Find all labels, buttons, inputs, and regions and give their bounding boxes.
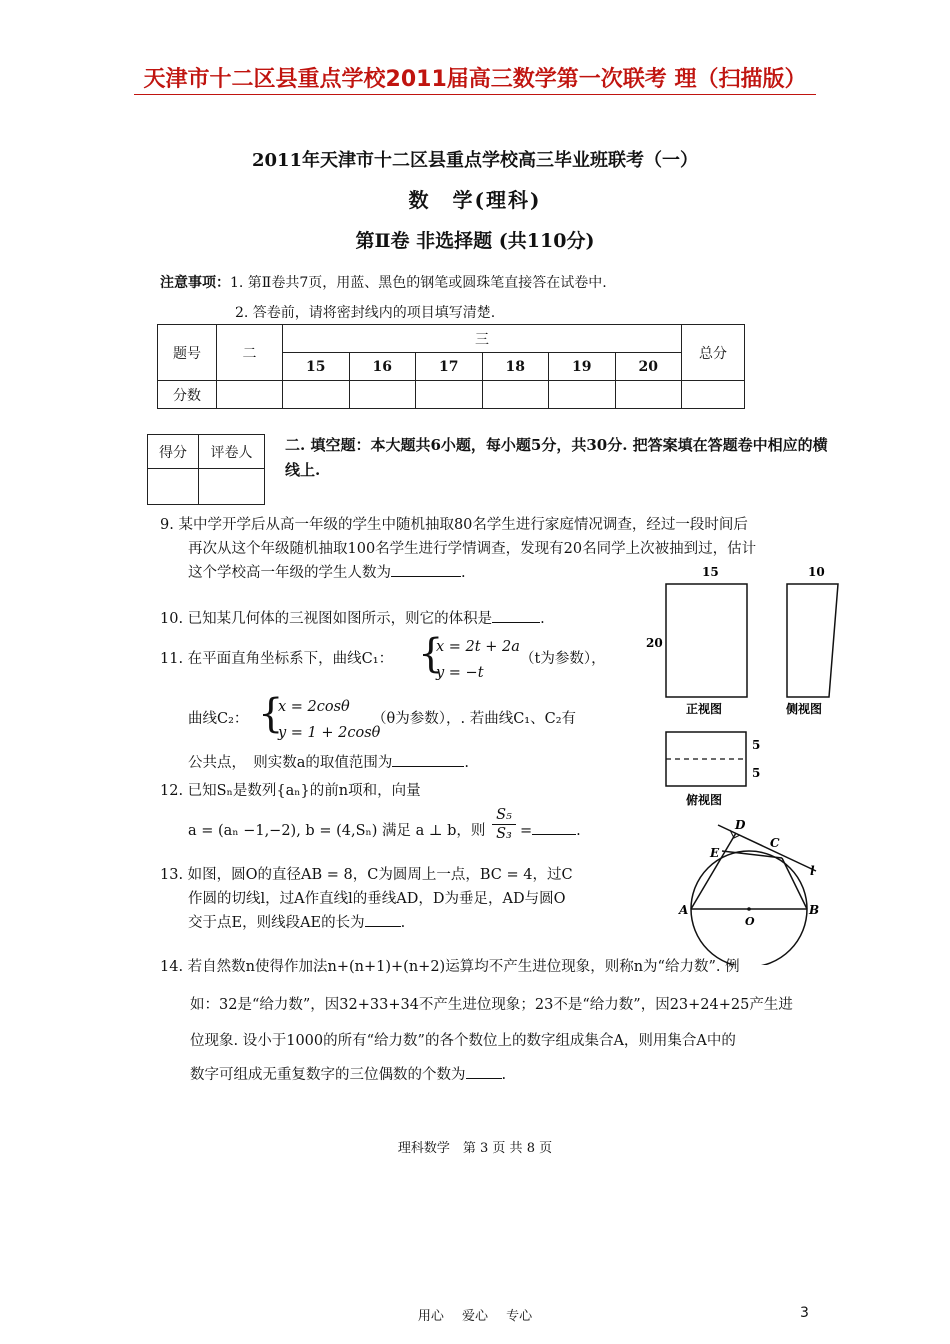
q12-frac-bottom: S₃ [496, 826, 512, 842]
grade-box [147, 434, 265, 505]
q9-answer-blank[interactable] [391, 562, 461, 577]
q13-answer-blank[interactable] [365, 912, 401, 927]
q13-text: 交于点E，则线段AE的长为 [188, 915, 365, 931]
score-cell[interactable] [549, 381, 616, 409]
q12-answer-blank[interactable] [532, 820, 576, 835]
q13-line-1: 13. 如图，圆O的直径AB = 8，C为圆周上一点，BC = 4，过C [160, 867, 573, 883]
score-cell[interactable] [217, 381, 283, 409]
q11-tail: 公共点， 则实数a的取值范围为 . [188, 752, 469, 774]
q11-param2: （θ为参数），. 若曲线C₁、C₂有 [372, 711, 577, 727]
page-footer: 理科数学 第 3 页 共 8 页 [397, 1141, 553, 1156]
top-dim-1: 5 [752, 738, 761, 752]
label-l: l [810, 864, 815, 878]
document-banner: 天津市十二区县重点学校2011届高三数学第一次联考 理（扫描版） [143, 67, 807, 92]
notice-item-2: 2. 答卷前，请将密封线内的项目填写清楚. [235, 305, 496, 321]
score-table-num: 17 [416, 353, 483, 381]
notice-line-1 [160, 272, 607, 292]
score-table-num: 16 [349, 353, 416, 381]
q12-line-2: a = (aₙ −1,−2), b = (4,Sₙ) 满足 a ⊥ b，则 [188, 823, 486, 839]
q11-brace-2: { [258, 691, 284, 737]
q11-eq2a: x = 2cosθ [278, 699, 350, 715]
grade-box-grader-cell[interactable] [199, 469, 265, 505]
grade-box-score-cell[interactable] [148, 469, 199, 505]
q14-line-2: 如：32是“给力数”，因32+33+34不产生进位现象；23不是“给力数”，因23+24+25产生进 [190, 997, 793, 1013]
top-view-label: 俯视图 [686, 793, 723, 807]
q12-eq: = [520, 823, 533, 839]
score-table-total: 总分 [682, 325, 745, 381]
q11-eq1b: y = −t [436, 665, 484, 681]
score-cell[interactable] [482, 381, 549, 409]
circle-figure [678, 815, 838, 965]
score-table-score-label: 分数 [158, 381, 217, 409]
q12-frac-top: S₅ [492, 806, 516, 825]
score-cell[interactable] [349, 381, 416, 409]
label-o: O [745, 915, 755, 928]
three-view-figure [640, 560, 840, 820]
q11-intro-text: 11. 在平面直角坐标系下，曲线 [160, 651, 362, 667]
q9-line-2: 再次从这个年级随机抽取100名学生进行学情调查，发现有20名同学上次被抽到过，估计 [188, 541, 757, 557]
notice-item-1: 1. 第Ⅱ卷共7页，用蓝、黑色的钢笔或圆珠笔直接答在试卷中. [230, 275, 607, 291]
fill-section-title: 二. 填空题：本大题共6小题，每小题5分，共30分. 把答案填在答题卷中相应的横线上. [285, 436, 828, 479]
score-table [157, 324, 745, 409]
score-table-num: 20 [615, 353, 682, 381]
score-table-num: 15 [283, 353, 350, 381]
q10-text: 10. 已知某几何体的三视图如图所示，则它的体积是 [160, 611, 493, 627]
q11-param1: （t为参数）， [520, 651, 606, 667]
q12-line-1: 12. 已知Sₙ是数列{aₙ}的前n项和，向量 [160, 783, 421, 799]
grade-box-score: 得分 [148, 435, 199, 469]
q9-line-1: 9. 某中学开学后从高一年级的学生中随机抽取80名学生进行家庭情况调查，经过一段时间后 [160, 517, 748, 533]
q14-text: 数字可组成无重复数字的三位偶数的个数为 [190, 1067, 466, 1083]
q11-c2-intro: 曲线C₂： [188, 711, 249, 727]
q13-line-3: 交于点E，则线段AE的长为 . [188, 912, 405, 934]
q14-line-4: 数字可组成无重复数字的三位偶数的个数为 . [190, 1064, 506, 1086]
q11-eq1a: x = 2t + 2a [436, 639, 520, 655]
top-dim-2: 5 [752, 766, 761, 780]
q11-intro [160, 648, 393, 670]
score-table-row-label: 题号 [158, 325, 217, 381]
label-b: B [809, 903, 820, 917]
center-point [747, 907, 751, 911]
q14-line-1: 14. 若自然数n使得作加法n+(n+1)+(n+2)运算均不产生进位现象，则称n为“给力数”. 例 [160, 959, 740, 975]
q10: 10. 已知某几何体的三视图如图所示，则它的体积是 . [160, 608, 545, 630]
segment-ad [691, 833, 736, 909]
q14-answer-blank[interactable] [466, 1064, 502, 1079]
q11-brace-1: { [418, 631, 444, 677]
section-title: 第Ⅱ卷 非选择题 (共110分) [355, 230, 595, 252]
score-table-num: 18 [482, 353, 549, 381]
score-cell[interactable] [682, 381, 745, 409]
score-table-col-three: 三 [283, 325, 682, 353]
q9-line-3: 这个学校高一年级的学生人数为 . [188, 562, 466, 584]
score-table-col-two: 二 [217, 325, 283, 381]
footer-motto: 用心 爱心 专心 [417, 1309, 533, 1324]
page-number: 3 [800, 1305, 809, 1321]
score-cell[interactable] [283, 381, 350, 409]
q11-answer-blank[interactable] [392, 752, 464, 767]
q9-text: 这个学校高一年级的学生人数为 [188, 565, 391, 581]
q12-fraction [492, 806, 516, 843]
score-cell[interactable] [416, 381, 483, 409]
q10-answer-blank[interactable] [492, 608, 540, 623]
q11-c1: C₁： [361, 651, 394, 667]
label-c: C [770, 836, 780, 850]
q13-line-2: 作圆的切线l，过A作直线l的垂线AD，D为垂足，AD与圆O [188, 891, 566, 907]
label-a: A [679, 903, 689, 917]
tangent-line-l [718, 825, 816, 871]
front-width-label: 15 [702, 565, 719, 579]
exam-title: 2011年天津市十二区县重点学校高三毕业班联考（一） [251, 150, 699, 171]
banner-underline [134, 94, 816, 95]
q14-line-3: 位现象. 设小于1000的所有“给力数”的各个数位上的数字组成集合A，则用集合A中的 [190, 1033, 736, 1049]
score-cell[interactable] [615, 381, 682, 409]
side-view-label: 侧视图 [786, 702, 823, 716]
q11-tail-text: 公共点， 则实数a的取值范围为 [188, 755, 393, 771]
score-table-num: 19 [549, 353, 616, 381]
q11-eq2b: y = 1 + 2cosθ [278, 725, 381, 741]
side-view-shape [787, 584, 838, 697]
front-view-rect [666, 584, 747, 697]
subject-title: 数 学(理科) [408, 188, 542, 212]
front-view-label: 正视图 [686, 702, 723, 716]
side-width-label: 10 [808, 565, 825, 579]
grade-box-grader: 评卷人 [199, 435, 265, 469]
q12-answer: = . [520, 820, 581, 842]
height-label: 20 [646, 636, 663, 650]
label-d: D [735, 818, 746, 832]
label-e: E [710, 846, 720, 860]
notice-label: 注意事项： [160, 275, 230, 291]
